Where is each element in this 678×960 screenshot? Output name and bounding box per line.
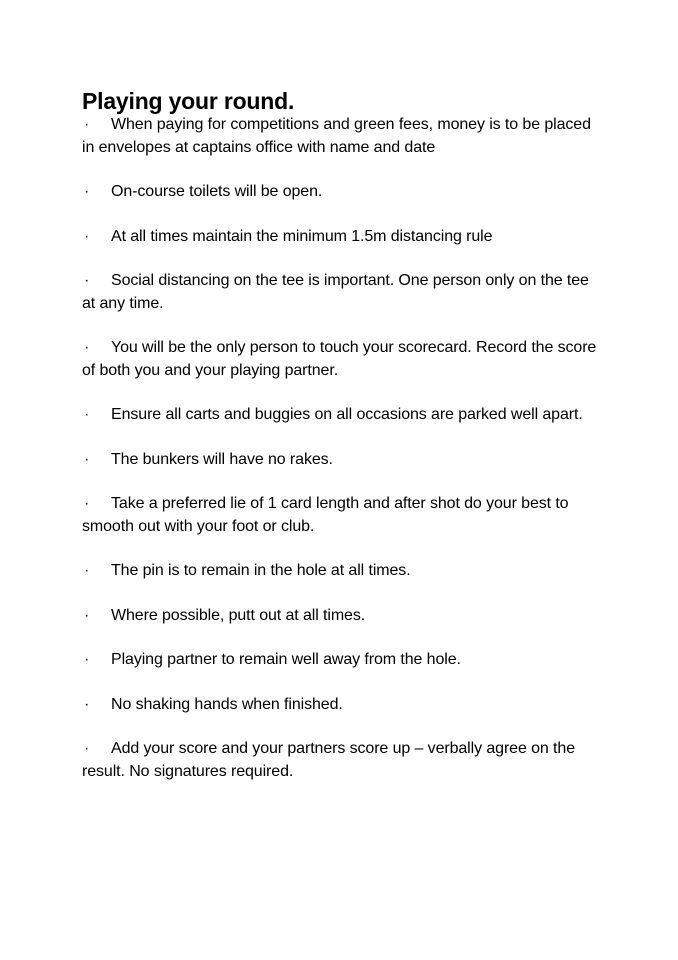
list-item (82, 738, 602, 783)
bullet-icon: · (84, 406, 90, 423)
list-item-text: No shaking hands when finished. (111, 695, 343, 713)
list-item-text: Social distancing on the tee is important. One person only on the tee at any time. (82, 272, 589, 312)
list-item-text: Where possible, putt out at all times. (111, 606, 366, 624)
list-item (82, 694, 602, 717)
list-item (82, 337, 602, 382)
bullet-icon: · (84, 606, 90, 624)
page-title: Playing your round. (82, 88, 295, 114)
list-item (82, 114, 602, 159)
list-item-text: The pin is to remain in the hole at all times. (111, 562, 411, 579)
list-item (82, 181, 602, 204)
rules-list (82, 114, 602, 783)
list-item-text: On-course toilets will be open. (111, 183, 323, 200)
bullet-icon: · (84, 740, 90, 757)
bullet-icon: · (84, 227, 90, 245)
bullet-icon: · (84, 272, 90, 289)
list-item (82, 449, 602, 472)
list-item (82, 404, 602, 427)
bullet-icon: · (84, 183, 90, 200)
document-content (82, 86, 602, 805)
list-item (82, 493, 602, 538)
bullet-icon: · (84, 651, 90, 668)
list-item-text: You will be the only person to touch your scorecard. Record the score of both you and your playing partner. (82, 339, 597, 379)
bullet-icon: · (84, 450, 90, 468)
list-item-text: The bunkers will have no rakes. (111, 450, 333, 468)
list-item-text: At all times maintain the minimum 1.5m distancing rule (111, 227, 493, 245)
list-item (82, 226, 602, 249)
bullet-icon: · (84, 116, 90, 133)
list-item (82, 605, 602, 628)
list-item-text: When paying for competitions and green fees, money is to be placed in envelopes at captains office with name and date (82, 116, 591, 156)
bullet-icon: · (84, 495, 90, 512)
list-item (82, 649, 602, 672)
list-item (82, 560, 602, 583)
list-item (82, 270, 602, 315)
bullet-icon: · (84, 562, 90, 579)
bullet-icon: · (84, 339, 90, 356)
list-item-text: Playing partner to remain well away from the hole. (111, 651, 461, 668)
list-item-text: Ensure all carts and buggies on all occasions are parked well apart. (111, 406, 583, 423)
list-item-text: Take a preferred lie of 1 card length and after shot do your best to smooth out with your foot or club. (82, 495, 569, 535)
bullet-icon: · (84, 695, 90, 713)
list-item-text: Add your score and your partners score up – verbally agree on the result. No signatures required. (82, 740, 575, 780)
